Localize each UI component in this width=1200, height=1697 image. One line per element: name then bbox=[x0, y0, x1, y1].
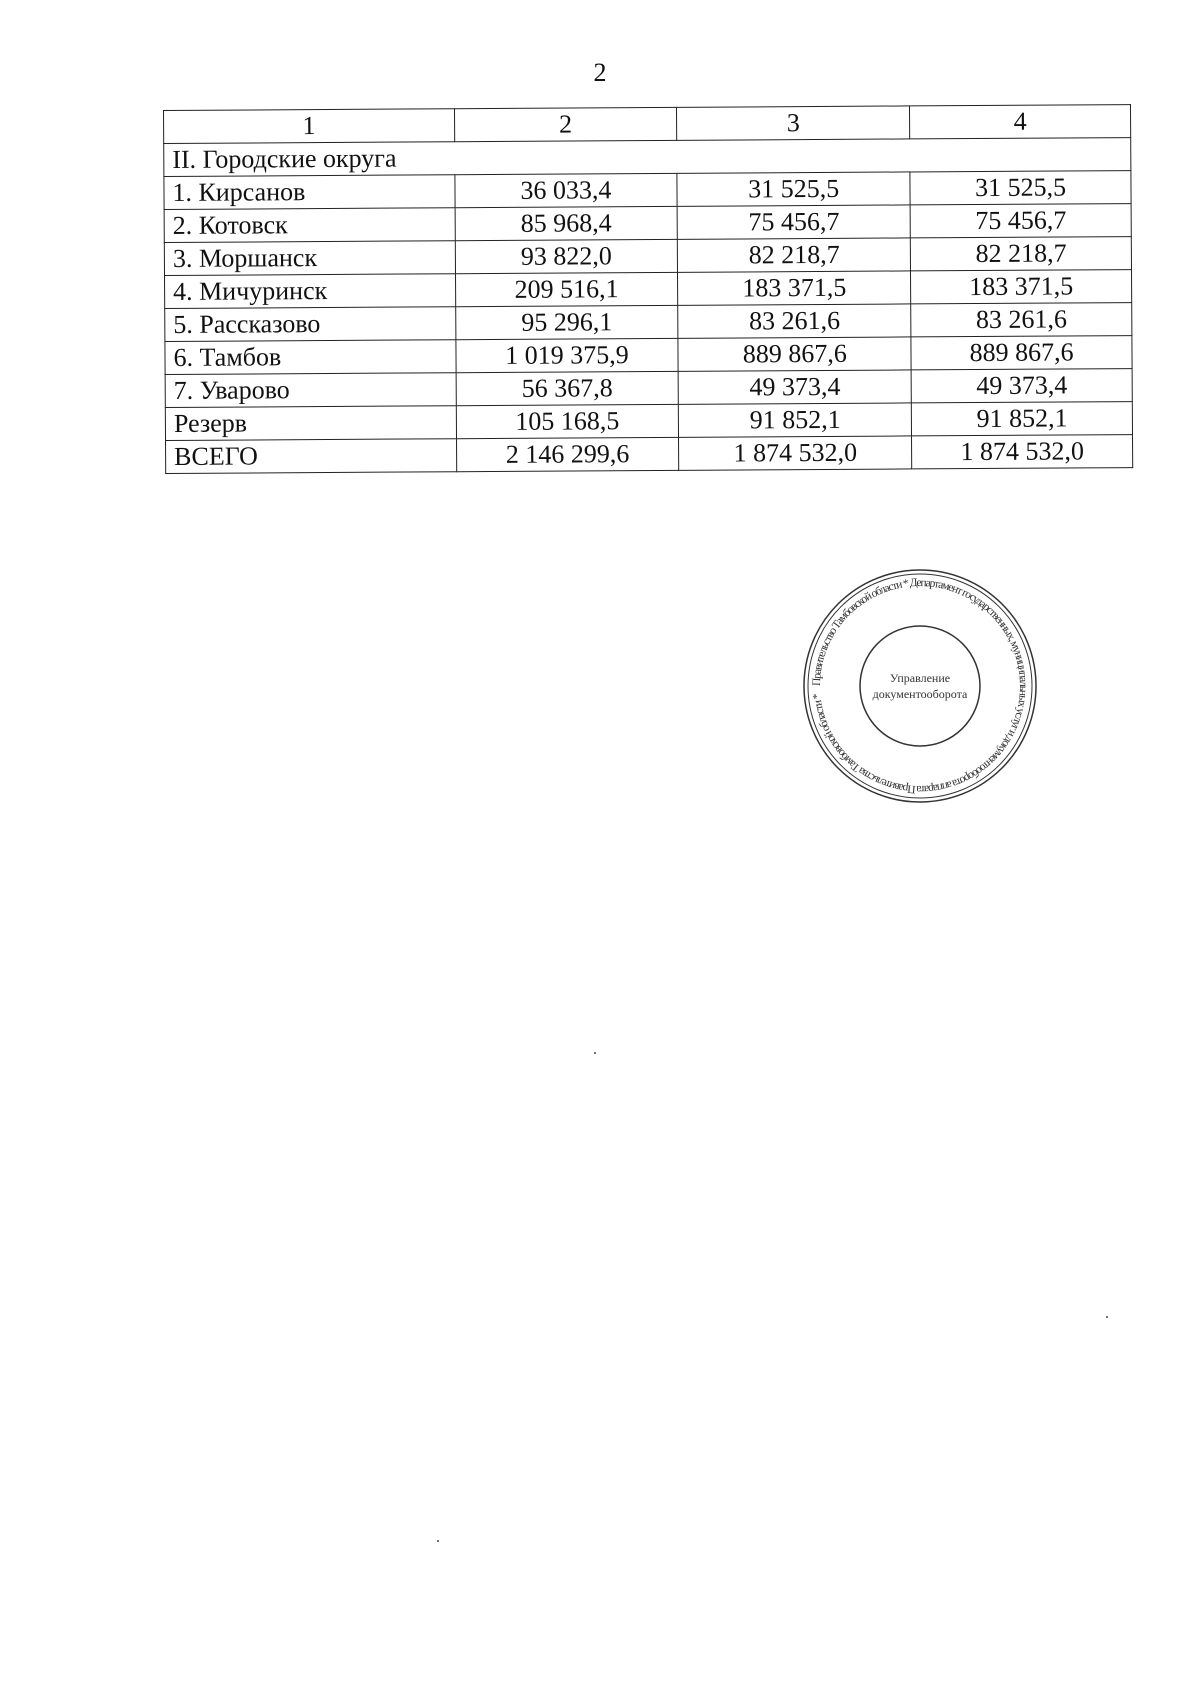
header-cell: 1 bbox=[164, 109, 455, 144]
table-row bbox=[165, 336, 1132, 375]
value-cell: 31 525,5 bbox=[910, 171, 1131, 205]
value-cell: 93 822,0 bbox=[455, 239, 678, 273]
row-label-cell: 7. Уварово bbox=[165, 373, 456, 408]
section-title: II. Городские округа bbox=[164, 138, 1131, 177]
value-cell: 183 371,5 bbox=[911, 270, 1132, 304]
value-cell: 91 852,1 bbox=[679, 403, 912, 437]
table-row bbox=[165, 402, 1132, 441]
data-table bbox=[163, 104, 1133, 474]
value-cell: 56 367,8 bbox=[456, 371, 679, 405]
value-cell: 75 456,7 bbox=[910, 204, 1131, 238]
stamp-center-line1: Управление bbox=[889, 671, 951, 685]
value-cell: 91 852,1 bbox=[912, 402, 1133, 436]
value-cell: 83 261,6 bbox=[678, 304, 911, 338]
stamp-outer-circle-inner bbox=[808, 574, 1032, 798]
header-cell: 3 bbox=[677, 106, 910, 140]
value-cell: 75 456,7 bbox=[677, 205, 910, 239]
stamp-center-line2: документооборота bbox=[872, 687, 968, 701]
row-label-cell: 4. Мичуринск bbox=[165, 274, 456, 309]
value-cell: 49 373,4 bbox=[678, 370, 911, 404]
value-cell: 105 168,5 bbox=[456, 404, 679, 438]
header-cell: 4 bbox=[910, 105, 1131, 139]
table-row bbox=[164, 237, 1131, 276]
stamp-ring-text: Правительство Тамбовской области * Департамент государственных, муниципальных услуг и документооборота аппарата Правительства Тамбовской области * bbox=[810, 576, 1030, 796]
row-label-cell: Резерв bbox=[165, 406, 456, 441]
value-cell: 49 373,4 bbox=[911, 369, 1132, 403]
value-cell: 36 033,4 bbox=[455, 173, 678, 207]
row-label-cell: ВСЕГО bbox=[166, 439, 457, 474]
table-row bbox=[164, 204, 1131, 243]
value-cell: 95 296,1 bbox=[455, 305, 678, 339]
value-cell: 82 218,7 bbox=[678, 238, 911, 272]
value-cell: 889 867,6 bbox=[911, 336, 1132, 370]
row-label-cell: 2. Котовск bbox=[164, 208, 455, 243]
table-row bbox=[164, 171, 1131, 210]
row-label-cell: 6. Тамбов bbox=[165, 340, 456, 375]
scan-speck bbox=[594, 1052, 596, 1054]
value-cell: 31 525,5 bbox=[677, 172, 910, 206]
table-row bbox=[166, 435, 1133, 474]
document-stamp bbox=[800, 566, 1040, 806]
row-label-cell: 5. Рассказово bbox=[165, 307, 456, 342]
value-cell: 2 146 299,6 bbox=[456, 437, 679, 471]
value-cell: 83 261,6 bbox=[911, 303, 1132, 337]
table-row bbox=[165, 369, 1132, 408]
value-cell: 183 371,5 bbox=[678, 271, 911, 305]
header-cell: 2 bbox=[454, 107, 677, 141]
value-cell: 209 516,1 bbox=[455, 272, 678, 306]
row-label-cell: 1. Кирсанов bbox=[164, 175, 455, 210]
stamp-inner-circle bbox=[860, 626, 980, 746]
stamp-outer-circle bbox=[804, 570, 1036, 802]
scan-speck bbox=[437, 1540, 439, 1542]
value-cell: 82 218,7 bbox=[911, 237, 1132, 271]
value-cell: 85 968,4 bbox=[455, 206, 678, 240]
value-cell: 889 867,6 bbox=[678, 337, 911, 371]
value-cell: 1 019 375,9 bbox=[456, 338, 679, 372]
table-row bbox=[165, 270, 1132, 309]
table-row bbox=[165, 303, 1132, 342]
page-number: 2 bbox=[593, 58, 607, 87]
value-cell: 1 874 532,0 bbox=[679, 436, 912, 470]
value-cell: 1 874 532,0 bbox=[912, 435, 1133, 469]
row-label-cell: 3. Моршанск bbox=[164, 241, 455, 276]
scan-speck bbox=[1106, 1316, 1108, 1318]
